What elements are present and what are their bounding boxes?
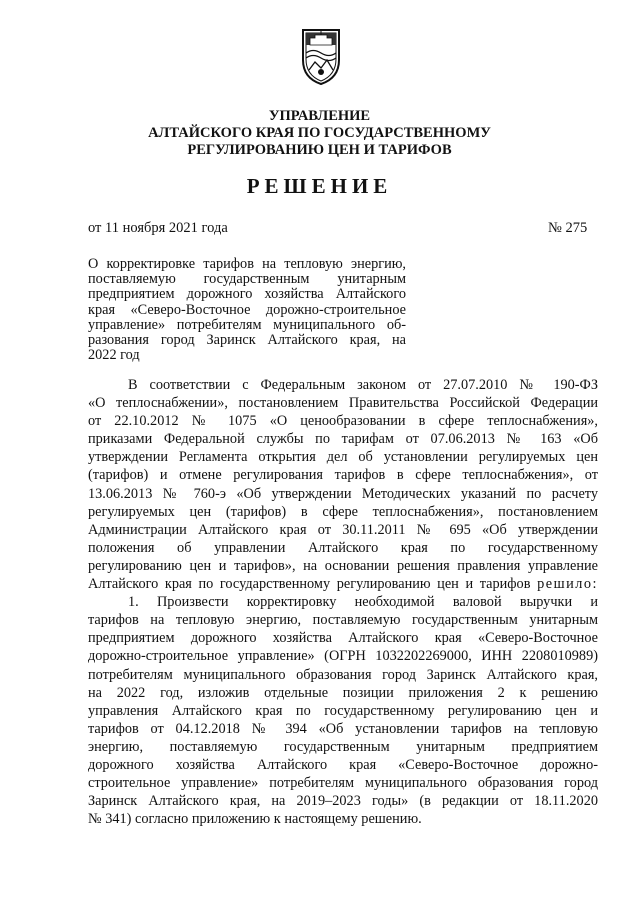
subject-line: О корректировке тарифов на тепловую энергию, xyxy=(88,256,406,272)
item1-line: предприятием дорожного хозяйства Алтайского края «Северо-Восточное xyxy=(88,630,598,647)
item1-line: Заринск Алтайского края, на 2019–2023 годы» (в редакции от 18.11.2020 xyxy=(88,793,598,810)
authority-line: АЛТАЙСКОГО КРАЯ ПО ГОСУДАРСТВЕННОМУ xyxy=(148,125,491,141)
subject-line: предприятием дорожного хозяйства Алтайского xyxy=(88,286,406,303)
item1-line: тарифов от 04.12.2018 № 394 «Об установлении тарифов на тепловую xyxy=(88,720,598,737)
item1-line: энергию, поставляемую государственным унитарным предприятием xyxy=(88,738,598,755)
preamble-line: регулируемых цен (тарифов) в сфере теплоснабжения», постановлением xyxy=(88,503,598,520)
preamble-last-line xyxy=(88,575,598,593)
document-number: № 275 xyxy=(548,220,588,236)
item1-line: дорожного хозяйства Алтайского края «Северо-Восточное дорожно- xyxy=(88,756,598,773)
item1-line: потребителям муниципального образования город Заринск Алтайского края, xyxy=(88,666,598,683)
document-type-title: РЕШЕНИЕ xyxy=(246,174,393,198)
item1-line: № 341) согласно приложению к настоящему решению. xyxy=(88,811,422,828)
preamble-line: «О теплоснабжении», постановлением Правительства Российской Федерации xyxy=(88,395,598,412)
preamble-line: от 22.10.2012 № 1075 «О ценообразовании в сфере теплоснабжения», xyxy=(88,413,598,430)
item1-line: управления Алтайского края по государственному регулированию цен и xyxy=(88,702,598,719)
item1-line: тарифов на тепловую энергию, поставляемую государственным унитарным xyxy=(88,612,598,629)
authority-line: УПРАВЛЕНИЕ xyxy=(268,108,371,124)
coat-of-arms-icon xyxy=(299,26,343,86)
item1-line: дорожно-строительное управление» (ОГРН 1032202269000, ИНН 2208010989) xyxy=(88,648,598,665)
subject-line: края «Северо-Восточное дорожно-строительное xyxy=(88,301,406,318)
document-date: от 11 ноября 2021 года xyxy=(88,220,228,236)
document-body xyxy=(88,376,598,828)
subject-line: поставляемую государственным унитарным xyxy=(88,271,406,288)
preamble-line: положения об управлении Алтайского края по государственному xyxy=(88,539,598,556)
item1-line: строительное управление» потребителям муниципального образования город xyxy=(88,775,598,792)
preamble-line: утверждении Регламента открытия дел об установлении регулируемых цен xyxy=(88,449,598,466)
preamble-line: 13.06.2013 № 760-э «Об утверждении Методических указаний по расчету xyxy=(88,485,598,502)
authority-line: РЕГУЛИРОВАНИЮ ЦЕН И ТАРИФОВ xyxy=(187,142,452,158)
preamble-line: Администрации Алтайского края от 30.11.2011 № 695 «Об утверждении xyxy=(88,521,598,538)
document-subject xyxy=(88,257,406,363)
preamble-line: приказами Федеральной службы по тарифам от 07.06.2013 № 163 «Об xyxy=(88,431,598,448)
preamble-line: В соответствии с Федеральным законом от 27.07.2010 № 190-ФЗ xyxy=(128,377,598,393)
issuing-authority xyxy=(0,108,639,159)
preamble-line: (тарифов) и отмене регулирования тарифов в сфере теплоснабжения», от xyxy=(88,467,598,484)
decided-word: решило: xyxy=(537,576,598,593)
item1-line: на 2022 год, изложив отдельные позиции приложения 2 к решению xyxy=(88,684,598,701)
subject-line: управление» потребителям муниципального об- xyxy=(88,316,406,333)
preamble-line: регулированию цен и тарифов», на основании решения правления управление xyxy=(88,557,598,574)
subject-line: 2022 год xyxy=(88,347,140,364)
subject-line: разования город Заринск Алтайского края, на xyxy=(88,332,406,349)
item1-line: 1. Произвести корректировку необходимой валовой выручки и xyxy=(128,594,598,611)
preamble-line-text: Алтайского края по государственному регулированию цен и тарифов xyxy=(88,576,538,593)
